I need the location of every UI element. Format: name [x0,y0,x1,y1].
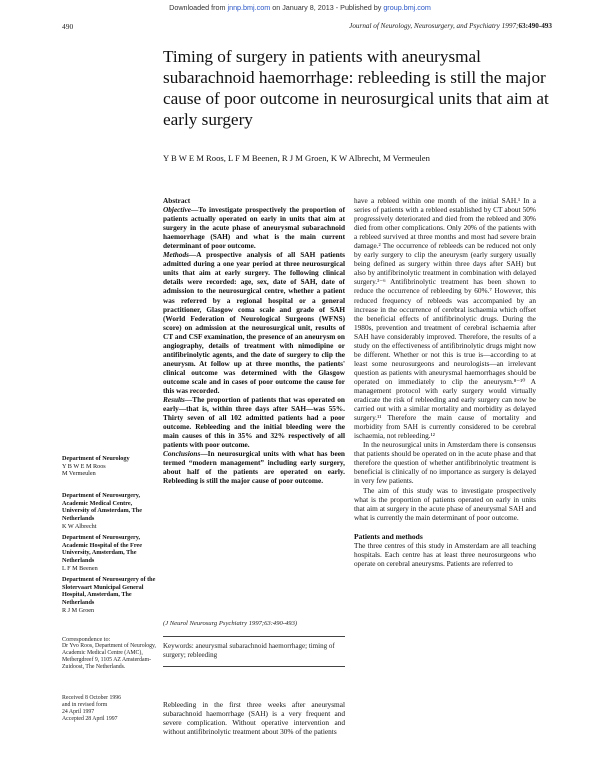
methods-text: A prospective analysis of all SAH patients admitted during a one year period at three neurosurgical units that aim at early surgery. The following clinical details were recorded: age, sex, date of SAH, date of admission to the neurosurgical centre, whether a patient was referred by a regional hospital or a general practitioner, Glasgow coma scale and grade of SAH (World Federation of Neurological Surgeons (WFNS) score) on admission at the neurosurgical unit, results of CT and CSF examination, the presence of an aneurysm on angiography, details of treatment with nimodipine or antifibrinolytic agents, and the date of surgery to clip the aneurysm. At follow up at three months, the patients' clinical outcome was determined with the Glasgow outcome scale and in cases of poor outcome the cause for this was recorded. [163,250,345,395]
results-label: Results [163,395,185,405]
correspondence-text: Dr Yvo Roos, Department of Neurology, Academic Medical Centre (AMC), Meibergdreef 9, 1105 AZ Amsterdam-Zuidoost, The Netherlands. [62,643,156,671]
affiliation-people: Y B W E M Roos M Vermeulen [62,462,106,478]
paragraph: The aim of this study was to investigate prospectively what is the proportion of patients operated on early in units that aim at surgery in the acute phase of aneurysmal SAH and what is currently the main determinant of poor outcome. [354,485,536,522]
results-text: The proportion of patients that was operated on early—that is, within three days after SAH—was 55%. Thirty seven of all 102 admitted patients had a poor outcome. Rebleeding and the initial bleeding were the main causes of this in 35% and 32% respectively of all patients with poor outcome. [163,395,345,450]
objective-label: Objective [163,205,191,215]
conclusions-label: Conclusions [163,449,201,459]
running-head-journal: Journal of Neurology, Neurosurgery, and Psychiatry [349,22,500,30]
received-dates: Received 8 October 1996 and in revised form 24 April 1997 Accepted 28 April 1997 [62,695,122,723]
objective-text: To investigate prospectively the proportion of patients actually operated on early in units that aim at surgery in the acute phase of aneurysmal subarachnoid haemorrhage (SAH) and what is the main current determinant of poor outcome. [163,205,345,251]
correspondence [62,636,158,671]
affiliation-people: K W Albrecht [62,522,97,530]
abstract-heading: Abstract [163,196,191,205]
download-banner [0,3,600,12]
keywords-text: aneurysmal subarachnoid haemorrhage; timing of surgery; rebleeding [163,642,335,659]
body-text-col2 [354,196,536,568]
banner-prefix: Downloaded from [169,3,226,12]
citation-journal: J Neurol Neurosurg Psychiatry [165,620,248,627]
citation-ref: 1997;63:490-493 [248,620,295,627]
section-heading: Patients and methods [354,531,423,541]
methods-label: Methods [163,250,189,260]
article-title: Timing of surgery in patients with aneurysmal subarachnoid haemorrhage: rebleeding is still the major cause of poor outcome in neurosurgical units that aim at early surgery [163,47,549,129]
conclusions-text: In neurosurgical units with what has been termed “modern management” including early surgery, about half of the patients are operated on early. Rebleeding is still the major cause of poor outcome. [163,449,345,486]
running-head-pages: 63:490-493 [518,22,552,30]
affiliation-people: L F M Beenen [62,564,98,572]
keywords-label: Keywords: [163,642,194,650]
page-number: 490 [62,22,74,31]
divider [163,636,345,637]
paragraph: have a rebleed within one month of the initial SAH.¹ In a series of patients with a rebleed established by CT about 50% progressively deteriorated and died from the rebleed and 30% died from other complications. Only 20% of the patients with a rebleed survived at three months and most had severe brain damage.² The occurrence of rebleeds can be reduced not only by early surgery to clip the aneurysm (early surgery usually being defined as surgery within three days after SAH) but also by antifibrinolytic treatment in combination with delayed surgery.³⁻⁶ Antifibrinolytic treatment has been shown to reduce the occurrence of rebleeding by 60%.⁷ However, this reduced frequency of rebleeds was accompanied by an increase in the occurrence of cerebral ischaemia which offset the beneficial effects of antifibrinolytic drugs. During the 1980s, prevention and treatment of cerebral ischaemia after SAH have considerably improved. Therefore, the results of a study on the effectiveness of antifibrinolytic drugs might now be different. Whether or not this is true is—according to at least some neurosurgeons and neurologists—an irrelevant question as patients with aneurysmal haemorrhages should be operated on immediately to clip the aneurysm.⁸⁻¹⁰ A management protocol with early surgery would virtually eradicate the risk of rebleeding and early surgery can now be carried out with a similar mortality and morbidity as delayed surgery.¹¹ Therefore the main cause of mortality and morbidity from SAH is currently considered to be cerebral ischaemia, not rebleeding.¹² [354,196,536,441]
affiliation-dept: Department of Neurosurgery, Academic Hospital of the Free University, Amsterdam, The Netherlands [62,534,142,565]
keywords [163,642,345,659]
abstract-results: Results—The proportion of patients that was operated on early—that is, within three days after SAH—was 55%. Thirty seven of all 102 admitted patients had a poor outcome. Rebleeding and the initial bleeding were the main causes of this in 35% and 32% respectively of all patients with poor outcome. [163,395,345,450]
citation: (J Neurol Neurosurg Psychiatry 1997;63:490-493) [163,620,298,627]
author-list: Y B W E M Roos, L F M Beenen, R J M Groen, K W Albrecht, M Vermeulen [163,153,430,163]
affiliation-dept: Department of Neurology [62,455,130,462]
running-head [349,22,552,30]
paragraph: In the neurosurgical units in Amsterdam there is consensus that patients should be operated on in the acute phase and that therefore the question of whether antifibrinolytic treatment is beneficial is clinically of no importance as surgery is delayed in very few patients. [354,440,536,486]
affiliation-people: R J M Groen [62,606,95,614]
banner-publisher-link[interactable]: group.bmj.com [383,3,431,12]
banner-middle: on January 8, 2013 - Published by [272,3,382,12]
affiliation-dept: Department of Neurosurgery of the Slotervaart Municipal General Hospital, Amsterdam, The Netherlands [62,576,156,607]
body-text-col1: Rebleeding in the first three weeks after aneurysmal subarachnoid haemorrhage (SAH) is a very frequent and severe complication. Without operative intervention and without antifibrinolytic treatment about 30% of the patients [163,700,345,737]
divider [163,666,345,667]
abstract [163,196,345,486]
affiliation-dept: Department of Neurosurgery, Academic Medical Centre, University of Amsterdam, The Netherlands [62,492,142,523]
affiliation-4 [62,576,158,615]
abstract-methods: Methods—A prospective analysis of all SAH patients admitted during a one year period at three neurosurgical units that aim at early surgery. The following clinical details were recorded: age, sex, date of SAH, date of admission to the neurosurgical centre, whether a patient was referred by a regional hospital or a general practitioner, Glasgow coma scale and grade of SAH (World Federation of Neurological Surgeons (WFNS) score) on admission at the neurosurgical unit, results of CT and CSF examination, the presence of an aneurysm on angiography, details of treatment with nimodipine or antifibrinolytic agents, and the date of surgery to clip the aneurysm. At follow up at three months, the patients' clinical outcome was determined with the Glasgow outcome scale and in cases of poor outcome the cause for this was recorded. [163,250,345,395]
running-head-year: 1997; [501,22,519,30]
abstract-conclusions: Conclusions—In neurosurgical units with what has been termed “modern management” including early surgery, about half of the patients are operated on early. Rebleeding is still the major cause of poor outcome. [163,449,345,486]
abstract-objective: Objective—To investigate prospectively the proportion of patients actually operated on early in units that aim at surgery in the acute phase of aneurysmal subarachnoid haemorrhage (SAH) and what is the main current determinant of poor outcome. [163,205,345,251]
affiliation-1 [62,455,158,478]
banner-site-link[interactable]: jnnp.bmj.com [227,3,271,12]
affiliation-2 [62,492,158,531]
correspondence-label: Correspondence to: [62,636,111,643]
affiliation-3 [62,534,158,573]
paragraph: The three centres of this study in Amsterdam are all teaching hospitals. Each centre has at least three neurosurgeons who operate on cerebral aneurysms. Patients are referred to [354,540,536,568]
